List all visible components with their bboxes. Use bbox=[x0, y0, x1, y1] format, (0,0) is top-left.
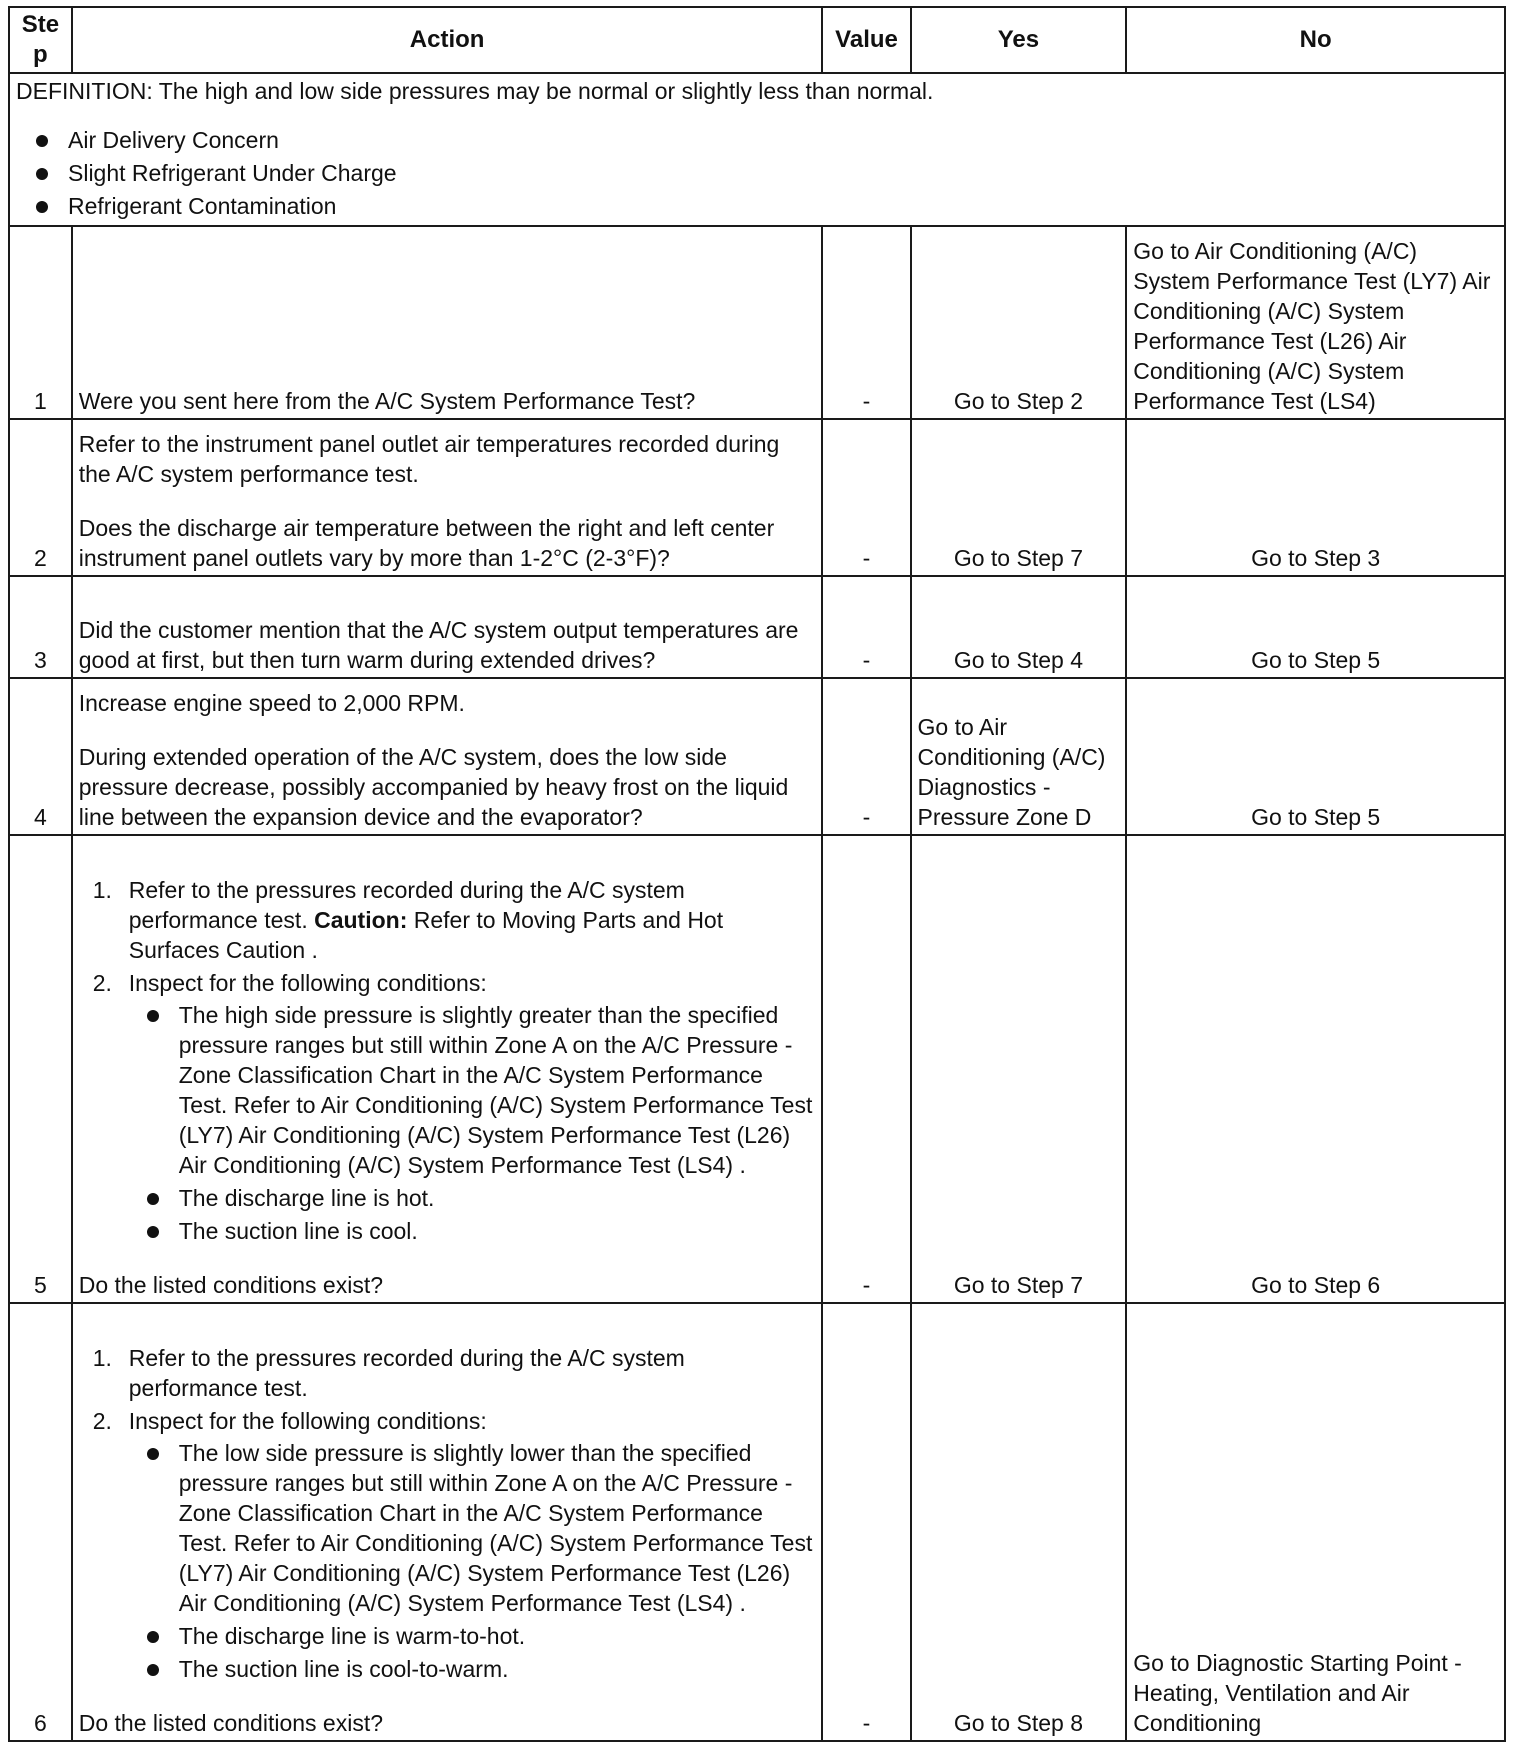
header-yes: Yes bbox=[911, 7, 1127, 73]
header-row bbox=[9, 7, 1505, 73]
step-action bbox=[72, 1303, 823, 1741]
step-question: Do the listed conditions exist? bbox=[78, 1710, 384, 1736]
condition-item: The high side pressure is slightly greater than the specified pressure ranges but still within Zone A on the A/C Pressure - Zone Classification Chart in the A/C System Performance Test. Refer to Air Conditioning (A/C) System Performance Test (LY7) Air Conditioning (A/C) System Performance Test (L26) Air Conditioning (A/C) System Performance Test (LS4) . bbox=[129, 1000, 816, 1180]
step-number: 3 bbox=[9, 576, 72, 678]
step-yes-link[interactable]: Go to Air Conditioning (A/C) Diagnostics - Pressure Zone D bbox=[911, 678, 1127, 835]
procedure-number: 1. bbox=[92, 1345, 112, 1371]
procedure-number: 2. bbox=[92, 970, 112, 996]
step-yes-link[interactable]: Go to Step 8 bbox=[911, 1303, 1127, 1741]
step-number: 6 bbox=[9, 1303, 72, 1741]
step-no-link[interactable]: Go to Air Conditioning (A/C) System Performance Test (LY7) Air Conditioning (A/C) System Performance Test (L26) Air Conditioning (A/C) System Performance Test (LS4) bbox=[1126, 226, 1505, 419]
step-value: - bbox=[822, 1303, 910, 1741]
procedure-item bbox=[79, 1343, 816, 1403]
caution-label: Caution: bbox=[314, 907, 408, 933]
definition-row bbox=[9, 73, 1505, 226]
step-action-question: Does the discharge air temperature between the right and left center instrument panel outlets vary by more than 1-2°C (2-3°F)? bbox=[78, 515, 775, 571]
step-yes-link[interactable]: Go to Step 7 bbox=[911, 419, 1127, 576]
condition-item: The suction line is cool. bbox=[129, 1216, 816, 1246]
definition-bullets bbox=[16, 124, 1498, 223]
step-yes-link[interactable]: Go to Step 7 bbox=[911, 835, 1127, 1303]
condition-item: The low side pressure is slightly lower than the specified pressure ranges but still within Zone A on the A/C Pressure - Zone Classification Chart in the A/C System Performance Test. Refer to Air Conditioning (A/C) System Performance Test (LY7) Air Conditioning (A/C) System Performance Test (L26) Air Conditioning (A/C) System Performance Test (LS4) . bbox=[129, 1438, 816, 1618]
step-yes-link[interactable]: Go to Step 4 bbox=[911, 576, 1127, 678]
step-value: - bbox=[822, 835, 910, 1303]
step-action-instruction: Increase engine speed to 2,000 RPM. bbox=[78, 690, 465, 716]
step-yes-link[interactable]: Go to Step 2 bbox=[911, 226, 1127, 419]
procedure-text: Inspect for the following conditions: bbox=[128, 970, 487, 996]
step-no-link[interactable]: Go to Step 5 bbox=[1126, 576, 1505, 678]
diagnostic-table bbox=[8, 6, 1506, 1742]
bullet-icon bbox=[36, 135, 48, 147]
step-question: Do the listed conditions exist? bbox=[78, 1272, 384, 1298]
procedure-item bbox=[79, 1406, 816, 1684]
definition-bullet: Slight Refrigerant Under Charge bbox=[16, 157, 1498, 190]
procedure-text: Refer to the pressures recorded during the A/C system performance test. bbox=[128, 877, 685, 933]
step-row-3 bbox=[9, 576, 1505, 678]
bullet-icon bbox=[147, 1010, 159, 1022]
bullet-icon bbox=[147, 1631, 159, 1643]
procedure-text: Refer to the pressures recorded during the A/C system performance test. bbox=[128, 1345, 685, 1401]
step-row-1 bbox=[9, 226, 1505, 419]
bullet-icon bbox=[147, 1226, 159, 1238]
step-procedure-list bbox=[79, 875, 816, 1246]
header-action: Action bbox=[72, 7, 823, 73]
step-value: - bbox=[822, 678, 910, 835]
procedure-number: 2. bbox=[92, 1408, 112, 1434]
bullet-icon bbox=[36, 168, 48, 180]
header-step: Step bbox=[9, 7, 72, 73]
caution-link[interactable]: Refer to Moving Parts and Hot Surfaces Caution . bbox=[128, 907, 724, 963]
step-no-link[interactable]: Go to Step 3 bbox=[1126, 419, 1505, 576]
step-number: 1 bbox=[9, 226, 72, 419]
step-action-question: During extended operation of the A/C system, does the low side pressure decrease, possibly accompanied by heavy frost on the liquid line between the expansion device and the evaporator? bbox=[78, 744, 789, 830]
step-action-instruction: Refer to the instrument panel outlet air temperatures recorded during the A/C system performance test. bbox=[78, 431, 780, 487]
step-no-link[interactable]: Go to Step 6 bbox=[1126, 835, 1505, 1303]
step-number: 4 bbox=[9, 678, 72, 835]
procedure-number: 1. bbox=[92, 877, 112, 903]
step-row-4 bbox=[9, 678, 1505, 835]
step-no-link[interactable]: Go to Diagnostic Starting Point - Heating, Ventilation and Air Conditioning bbox=[1126, 1303, 1505, 1741]
step-row-6 bbox=[9, 1303, 1505, 1741]
procedure-item bbox=[79, 875, 816, 965]
step-row-2 bbox=[9, 419, 1505, 576]
bullet-icon bbox=[147, 1664, 159, 1676]
definition-bullet: Refrigerant Contamination bbox=[16, 190, 1498, 223]
condition-item: The suction line is cool-to-warm. bbox=[129, 1654, 816, 1684]
step-action bbox=[72, 835, 823, 1303]
condition-list bbox=[129, 1000, 816, 1246]
definition-bullet: Air Delivery Concern bbox=[16, 124, 1498, 157]
header-no: No bbox=[1126, 7, 1505, 73]
bullet-icon bbox=[36, 201, 48, 213]
step-value: - bbox=[822, 226, 910, 419]
step-number: 5 bbox=[9, 835, 72, 1303]
step-number: 2 bbox=[9, 419, 72, 576]
condition-item: The discharge line is hot. bbox=[129, 1183, 816, 1213]
procedure-text: Inspect for the following conditions: bbox=[128, 1408, 487, 1434]
definition-cell bbox=[9, 73, 1505, 226]
step-value: - bbox=[822, 419, 910, 576]
bullet-icon bbox=[147, 1193, 159, 1205]
step-action: Did the customer mention that the A/C system output temperatures are good at first, but then turn warm during extended drives? bbox=[72, 576, 823, 678]
step-no-link[interactable]: Go to Step 5 bbox=[1126, 678, 1505, 835]
bullet-icon bbox=[147, 1448, 159, 1460]
step-row-5 bbox=[9, 835, 1505, 1303]
definition-text: DEFINITION: The high and low side pressures may be normal or slightly less than normal. bbox=[16, 78, 934, 104]
step-action bbox=[72, 678, 823, 835]
step-value: - bbox=[822, 576, 910, 678]
step-action bbox=[72, 419, 823, 576]
header-value: Value bbox=[822, 7, 910, 73]
step-action: Were you sent here from the A/C System Performance Test? bbox=[72, 226, 823, 419]
condition-list bbox=[129, 1438, 816, 1684]
procedure-item bbox=[79, 968, 816, 1246]
step-procedure-list bbox=[79, 1343, 816, 1684]
condition-item: The discharge line is warm-to-hot. bbox=[129, 1621, 816, 1651]
